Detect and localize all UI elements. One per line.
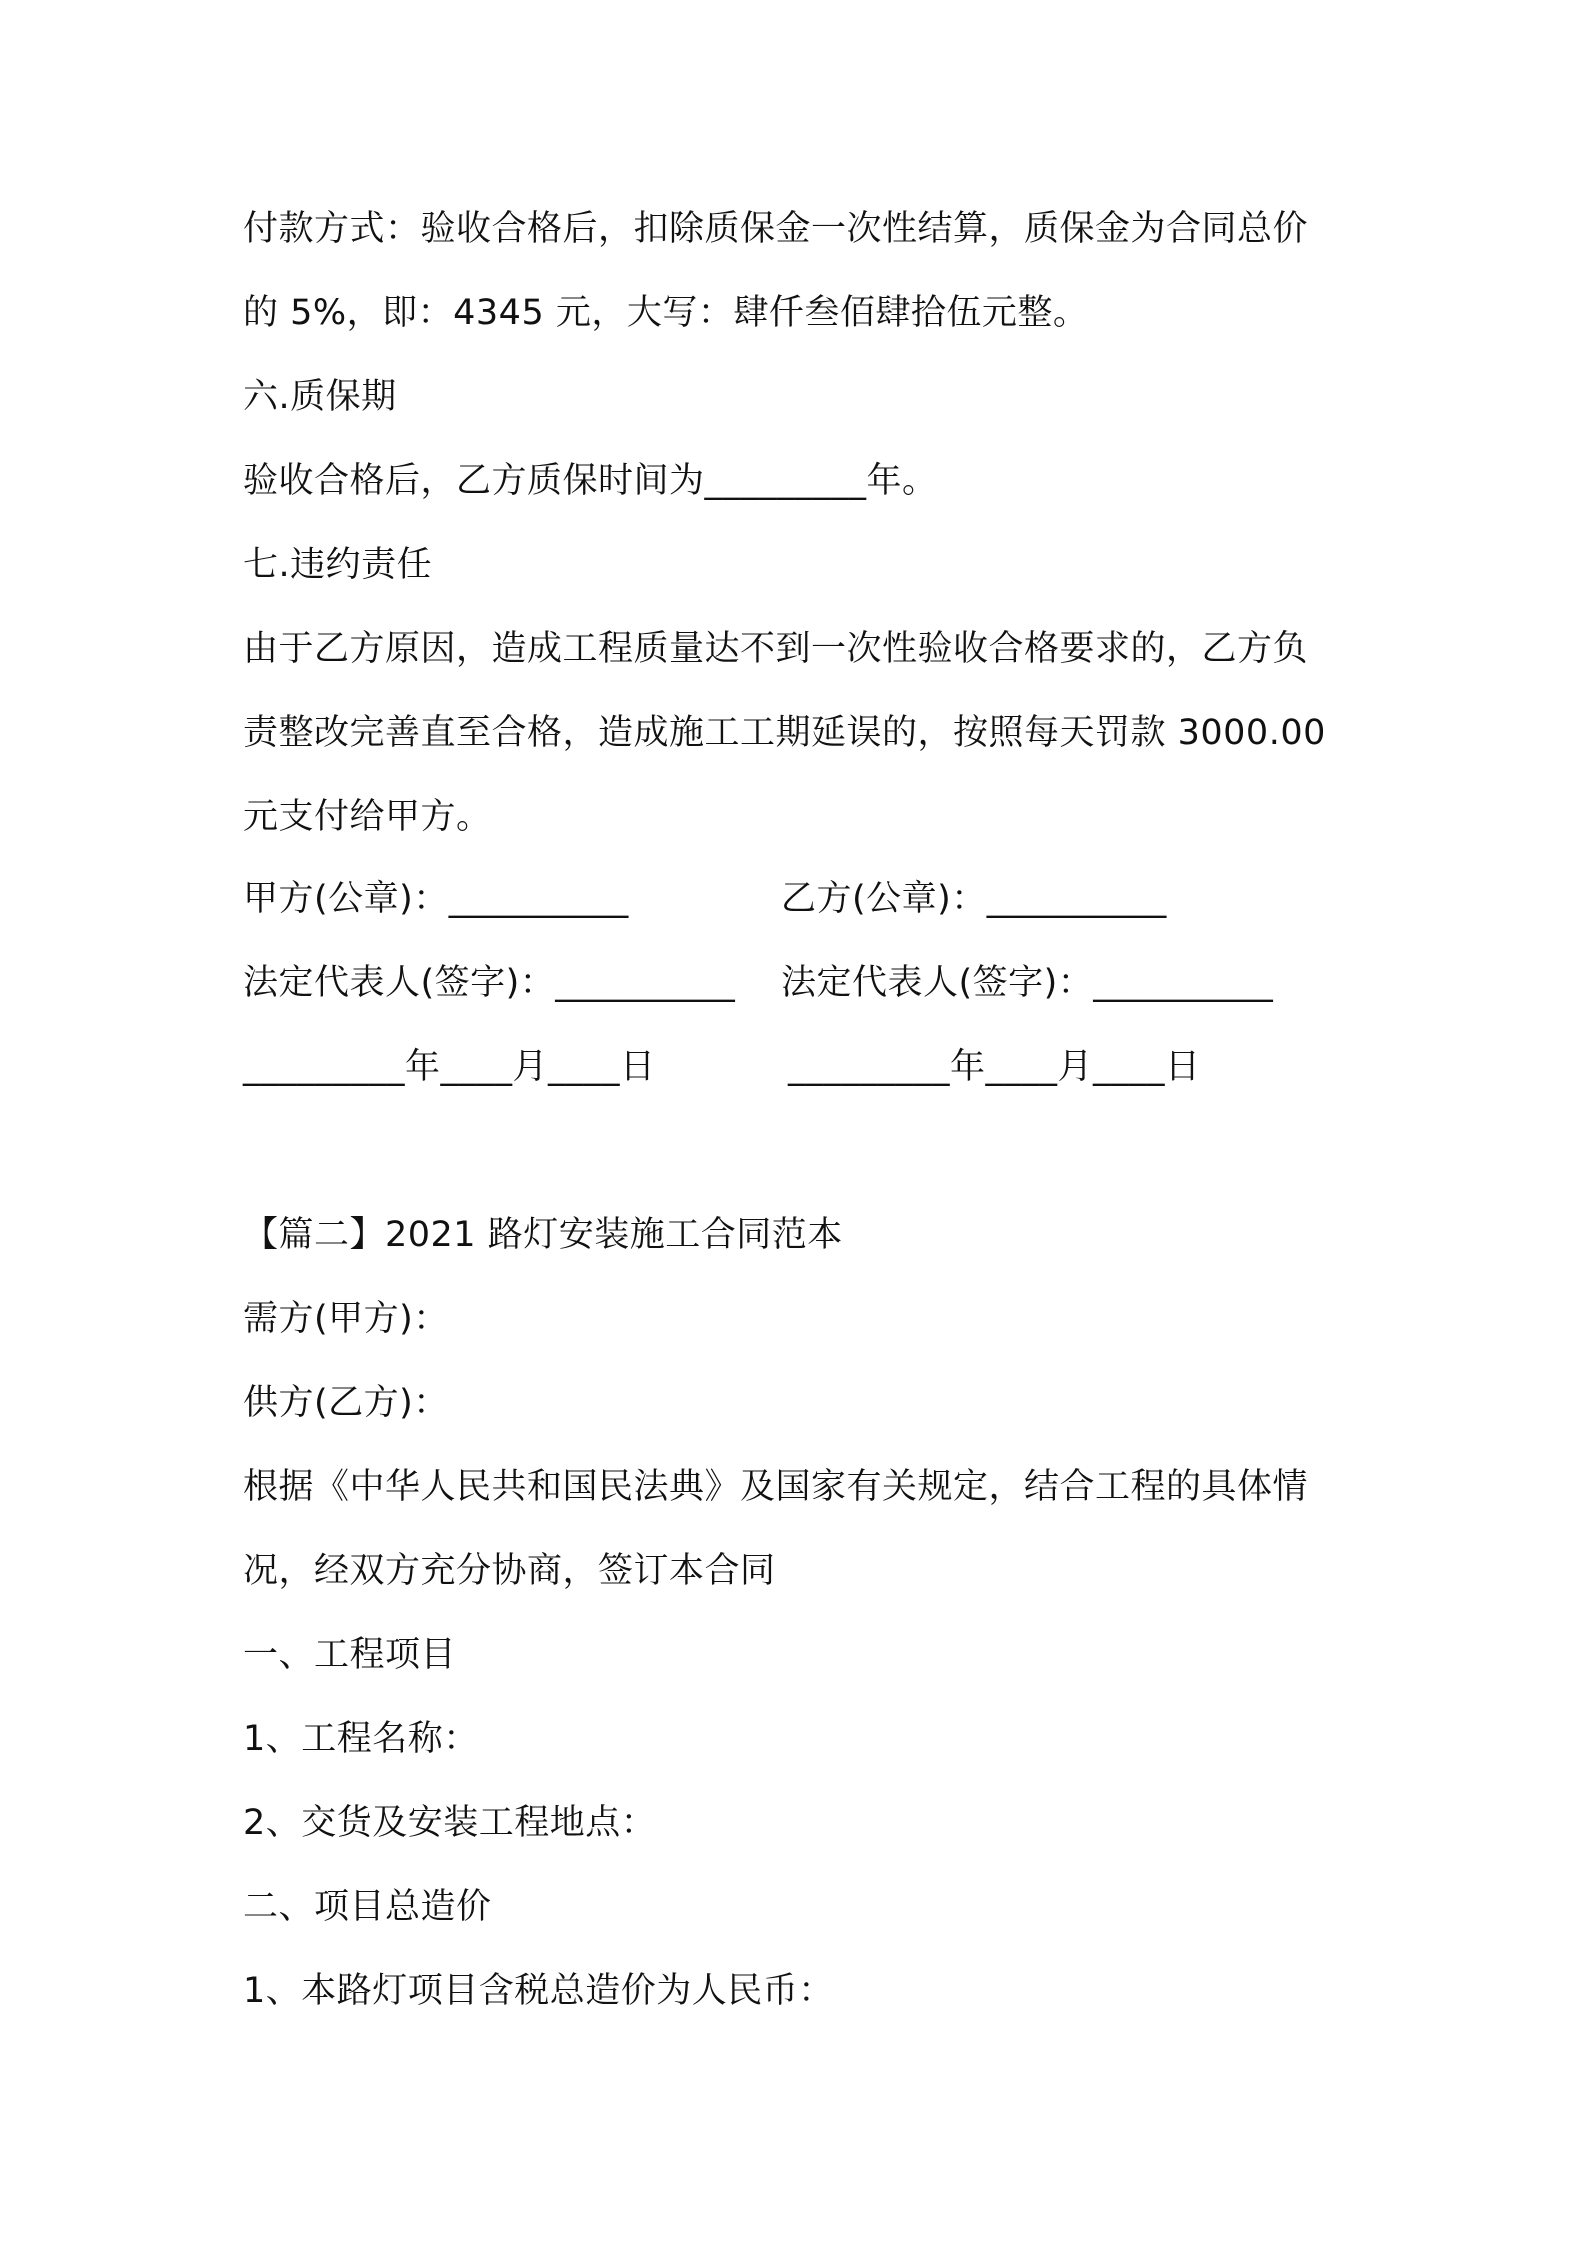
supplier-label: 供方(乙方)： bbox=[243, 1383, 449, 1423]
delivery-location-item: 2、交货及安装工程地点： bbox=[243, 1803, 657, 1843]
section-7-line-3: 元支付给甲方。 bbox=[243, 797, 492, 837]
section-7-heading: 七.违约责任 bbox=[243, 545, 433, 585]
section-6-text: 验收合格后，乙方质保时间为_________年。 bbox=[243, 461, 938, 501]
project-name-item: 1、工程名称： bbox=[243, 1719, 479, 1759]
party-b-representative: 法定代表人(签字)：__________ bbox=[781, 963, 1274, 1003]
section-6-heading: 六.质保期 bbox=[243, 377, 397, 417]
intro-line-1: 根据《中华人民共和国民法典》及国家有关规定，结合工程的具体情 bbox=[243, 1467, 1309, 1507]
party-b-seal: 乙方(公章)：__________ bbox=[781, 879, 1167, 919]
section-7-line-2: 责整改完善直至合格，造成施工工期延误的，按照每天罚款 3000.00 bbox=[243, 713, 1326, 753]
buyer-label: 需方(甲方)： bbox=[243, 1299, 449, 1339]
payment-terms-line-2: 的 5%，即：4345 元，大写：肆仟叁佰肆拾伍元整。 bbox=[243, 293, 1089, 333]
total-price-item: 1、本路灯项目含税总造价为人民币： bbox=[243, 1971, 834, 2011]
party-a-representative: 法定代表人(签字)：__________ bbox=[243, 963, 736, 1003]
section-1-heading: 一、工程项目 bbox=[243, 1635, 457, 1675]
party-a-seal: 甲方(公章)：__________ bbox=[243, 879, 629, 919]
intro-line-2: 况，经双方充分协商，签订本合同 bbox=[243, 1551, 776, 1591]
part-two-title: 【篇二】2021 路灯安装施工合同范本 bbox=[243, 1215, 843, 1255]
section-7-line-1: 由于乙方原因，造成工程质量达不到一次性验收合格要求的，乙方负 bbox=[243, 629, 1309, 669]
payment-terms-line-1: 付款方式：验收合格后，扣除质保金一次性结算，质保金为合同总价 bbox=[243, 209, 1309, 249]
party-a-date: _________年____月____日 bbox=[243, 1047, 656, 1087]
section-2-heading: 二、项目总造价 bbox=[243, 1887, 492, 1927]
party-b-date: _________年____月____日 bbox=[788, 1047, 1201, 1087]
